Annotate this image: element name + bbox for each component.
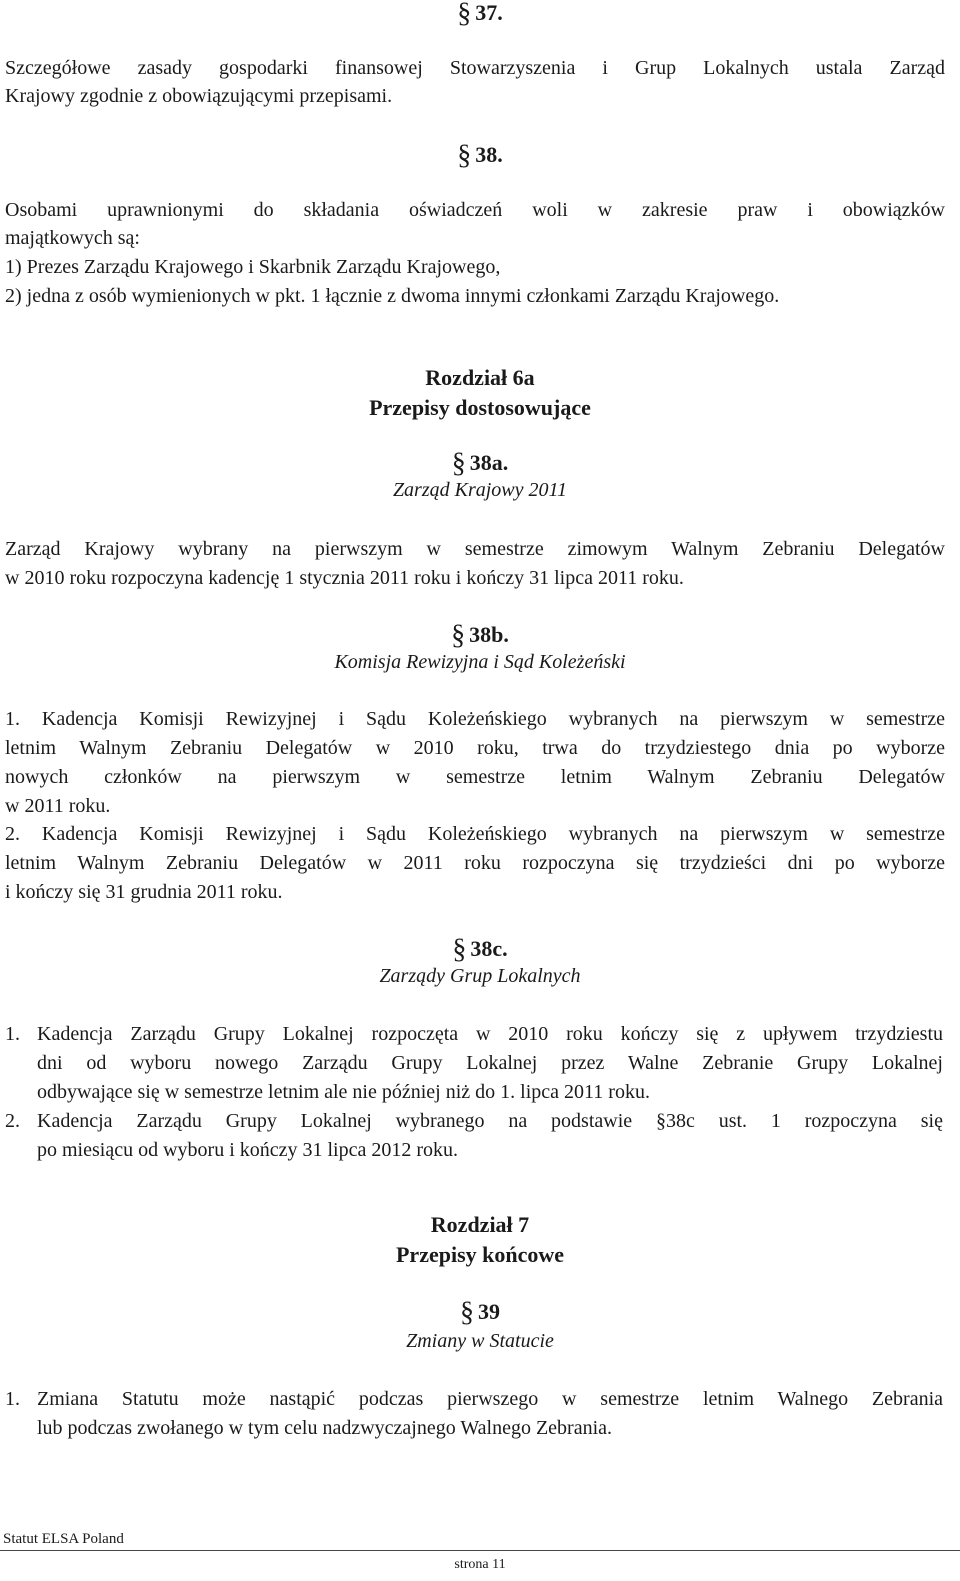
chapter-title: Rozdział 7 bbox=[430, 1212, 530, 1237]
page-number: strona 11 bbox=[454, 1557, 506, 1572]
list-marker: 2. bbox=[5, 1110, 20, 1132]
section-title: Zarządy Grup Lokalnych bbox=[379, 965, 581, 987]
paragraph-line: 2. Kadencja Komisji Rewizyjnej i Sądu Koleżeńskiego wybranych na pierwszym w semestrze bbox=[5, 823, 945, 845]
chapter-subtitle: Przepisy dostosowujące bbox=[369, 395, 591, 420]
list-marker: 1. bbox=[5, 1023, 20, 1045]
list-marker: 1. bbox=[5, 1388, 20, 1410]
section-sign: § bbox=[451, 620, 466, 651]
paragraph-line: dni od wyboru nowego Zarządu Grupy Lokalnej przez Walne Zebranie Grupy Lokalnej bbox=[37, 1052, 943, 1074]
paragraph-line: letnim Walnym Zebraniu Delegatów w 2010 roku, trwa do trzydziestego dnia po wyborze bbox=[5, 737, 945, 759]
section-number: 37. bbox=[475, 0, 503, 25]
section-number: 38b. bbox=[469, 622, 509, 647]
section-title: Zarząd Krajowy 2011 bbox=[392, 479, 568, 501]
section-sign: § bbox=[460, 1297, 474, 1328]
paragraph-line: i kończy się 31 grudnia 2011 roku. bbox=[5, 881, 283, 903]
paragraph-line: Zarząd Krajowy wybrany na pierwszym w semestrze zimowym Walnym Zebraniu Delegatów bbox=[5, 538, 945, 560]
list-item: 2) jedna z osób wymienionych w pkt. 1 łącznie z dwoma innymi członkami Zarządu Krajowego. bbox=[5, 285, 780, 307]
section-38-heading bbox=[0, 140, 960, 171]
list-item: 1) Prezes Zarządu Krajowego i Skarbnik Zarządu Krajowego, bbox=[5, 256, 501, 278]
paragraph-line: Kadencja Zarządu Grupy Lokalnej rozpoczęta w 2010 roku kończy się z upływem trzydziestu bbox=[37, 1023, 943, 1045]
paragraph-line: Osobami uprawnionymi do składania oświadczeń woli w zakresie praw i obowiązków bbox=[5, 199, 945, 221]
paragraph-line: nowych członków na pierwszym w semestrze letnim Walnym Zebraniu Delegatów bbox=[5, 766, 945, 788]
chapter-title: Rozdział 6a bbox=[425, 365, 535, 390]
section-sign: § bbox=[457, 140, 472, 171]
section-sign: § bbox=[457, 0, 472, 29]
paragraph-line: odbywające się w semestrze letnim ale nie później niż do 1. lipca 2011 roku. bbox=[37, 1081, 650, 1103]
chapter-subtitle: Przepisy końcowe bbox=[395, 1242, 565, 1267]
section-title: Komisja Rewizyjna i Sąd Koleżeński bbox=[334, 651, 626, 673]
paragraph-line: lub podczas zwołanego w tym celu nadzwyczajnego Walnego Zebrania. bbox=[37, 1417, 613, 1439]
section-number: 38a. bbox=[469, 450, 509, 475]
footer-document-title: Statut ELSA Poland bbox=[3, 1531, 124, 1547]
paragraph-line: 1. Kadencja Komisji Rewizyjnej i Sądu Koleżeńskiego wybranych na pierwszym w semestrze bbox=[5, 708, 945, 730]
section-37-heading bbox=[0, 0, 960, 29]
paragraph-line: Szczegółowe zasady gospodarki finansowej Stowarzyszenia i Grup Lokalnych ustala Zarząd bbox=[5, 57, 945, 79]
section-title: Zmiany w Statucie bbox=[406, 1330, 554, 1352]
section-sign: § bbox=[452, 934, 467, 965]
footer-divider bbox=[0, 1550, 960, 1551]
section-number: 39 bbox=[478, 1299, 500, 1324]
paragraph-line: Zmiana Statutu może nastąpić podczas pierwszego w semestrze letnim Walnego Zebrania bbox=[37, 1388, 943, 1410]
section-sign: § bbox=[451, 448, 466, 479]
paragraph-line: Krajowy zgodnie z obowiązującymi przepisami. bbox=[5, 85, 393, 107]
paragraph-line: w 2010 roku rozpoczyna kadencję 1 stycznia 2011 roku i kończy 31 lipca 2011 roku. bbox=[5, 567, 684, 589]
section-38b-heading bbox=[0, 620, 960, 651]
paragraph-line: Kadencja Zarządu Grupy Lokalnej wybranego na podstawie §38c ust. 1 rozpoczyna się bbox=[37, 1110, 943, 1132]
paragraph-line: majątkowych są: bbox=[5, 227, 140, 249]
section-number: 38. bbox=[475, 142, 503, 167]
section-38c-heading bbox=[0, 934, 960, 965]
paragraph-line: letnim Walnym Zebraniu Delegatów w 2011 roku rozpoczyna się trzydzieści dni po wyborze bbox=[5, 852, 945, 874]
section-number: 38c. bbox=[470, 936, 508, 961]
section-38a-heading bbox=[0, 448, 960, 479]
section-39-heading bbox=[0, 1297, 960, 1328]
paragraph-line: w 2011 roku. bbox=[5, 795, 111, 817]
paragraph-line: po miesiącu od wyboru i kończy 31 lipca 2012 roku. bbox=[37, 1139, 459, 1161]
